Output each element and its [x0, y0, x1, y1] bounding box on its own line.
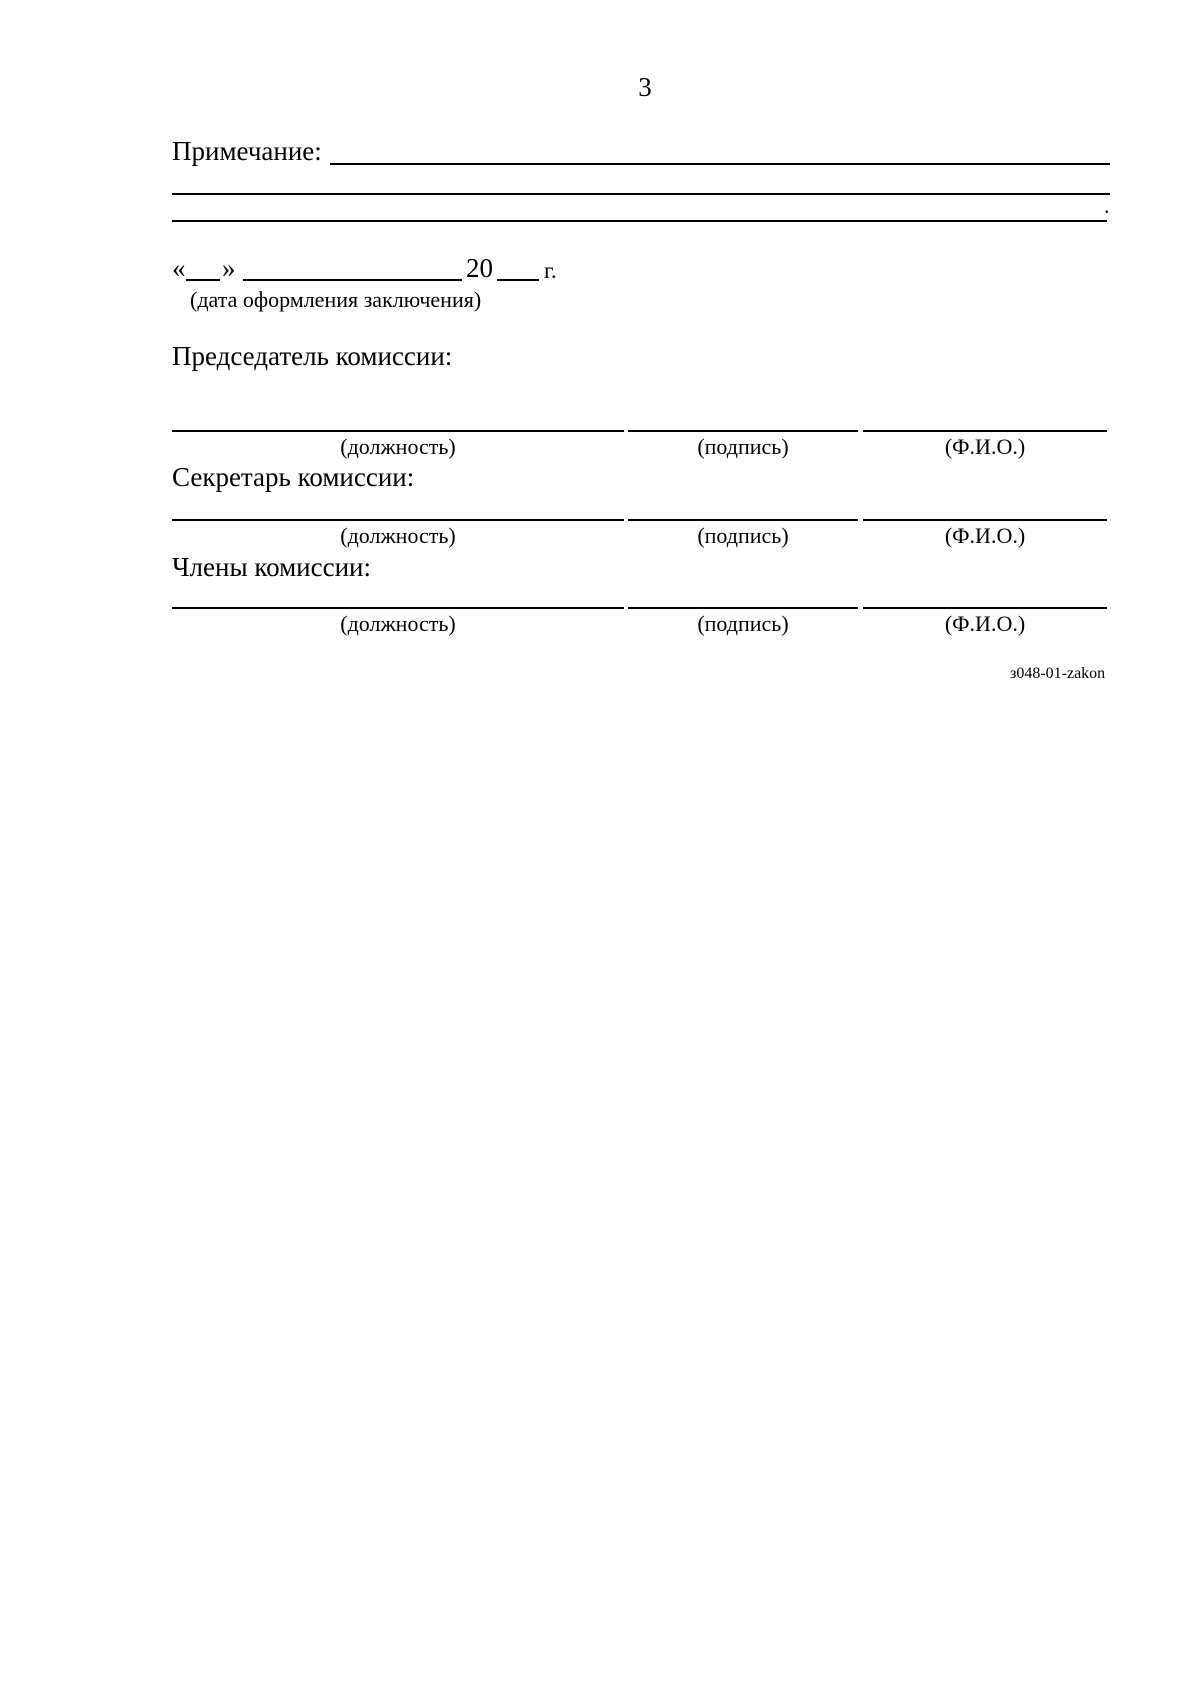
chairman-title: Председатель комиссии:	[172, 341, 453, 371]
secretary-signature-caption: (подпись)	[697, 523, 789, 548]
members-signature-caption: (подпись)	[697, 611, 789, 636]
date-year-prefix: 20	[466, 253, 493, 283]
chairman-name-caption: (Ф.И.О.)	[944, 434, 1026, 459]
note-line-3[interactable]	[172, 220, 1107, 222]
members-position-line[interactable]	[172, 607, 624, 609]
members-signature-line[interactable]	[628, 607, 858, 609]
date-open-quote: «	[172, 253, 186, 283]
members-name-caption: (Ф.И.О.)	[944, 611, 1026, 636]
date-month-line[interactable]	[243, 279, 462, 281]
secretary-signature-line[interactable]	[628, 519, 858, 521]
secretary-position-caption: (должность)	[340, 523, 456, 548]
date-day-line[interactable]	[186, 279, 220, 281]
chairman-signature-caption: (подпись)	[697, 434, 789, 459]
members-name-line[interactable]	[863, 607, 1107, 609]
document-code: з048-01-zakon	[1010, 665, 1106, 682]
secretary-title: Секретарь комиссии:	[172, 462, 415, 492]
secretary-position-line[interactable]	[172, 519, 624, 521]
date-year-suffix: г.	[544, 258, 557, 283]
chairman-signature-line[interactable]	[628, 430, 858, 432]
note-line-1[interactable]	[330, 163, 1110, 165]
date-caption: (дата оформления заключения)	[190, 287, 482, 312]
chairman-position-line[interactable]	[172, 430, 624, 432]
chairman-name-line[interactable]	[863, 430, 1107, 432]
members-position-caption: (должность)	[340, 611, 456, 636]
chairman-position-caption: (должность)	[340, 434, 456, 459]
note-end-period: .	[1104, 193, 1110, 218]
note-line-2[interactable]	[172, 193, 1110, 195]
secretary-name-line[interactable]	[863, 519, 1107, 521]
note-label: Примечание:	[172, 136, 322, 166]
members-title: Члены комиссии:	[172, 552, 371, 582]
page-number: 3	[638, 72, 652, 102]
secretary-name-caption: (Ф.И.О.)	[944, 523, 1026, 548]
date-year-line[interactable]	[497, 279, 539, 281]
date-close-quote: »	[222, 253, 236, 283]
